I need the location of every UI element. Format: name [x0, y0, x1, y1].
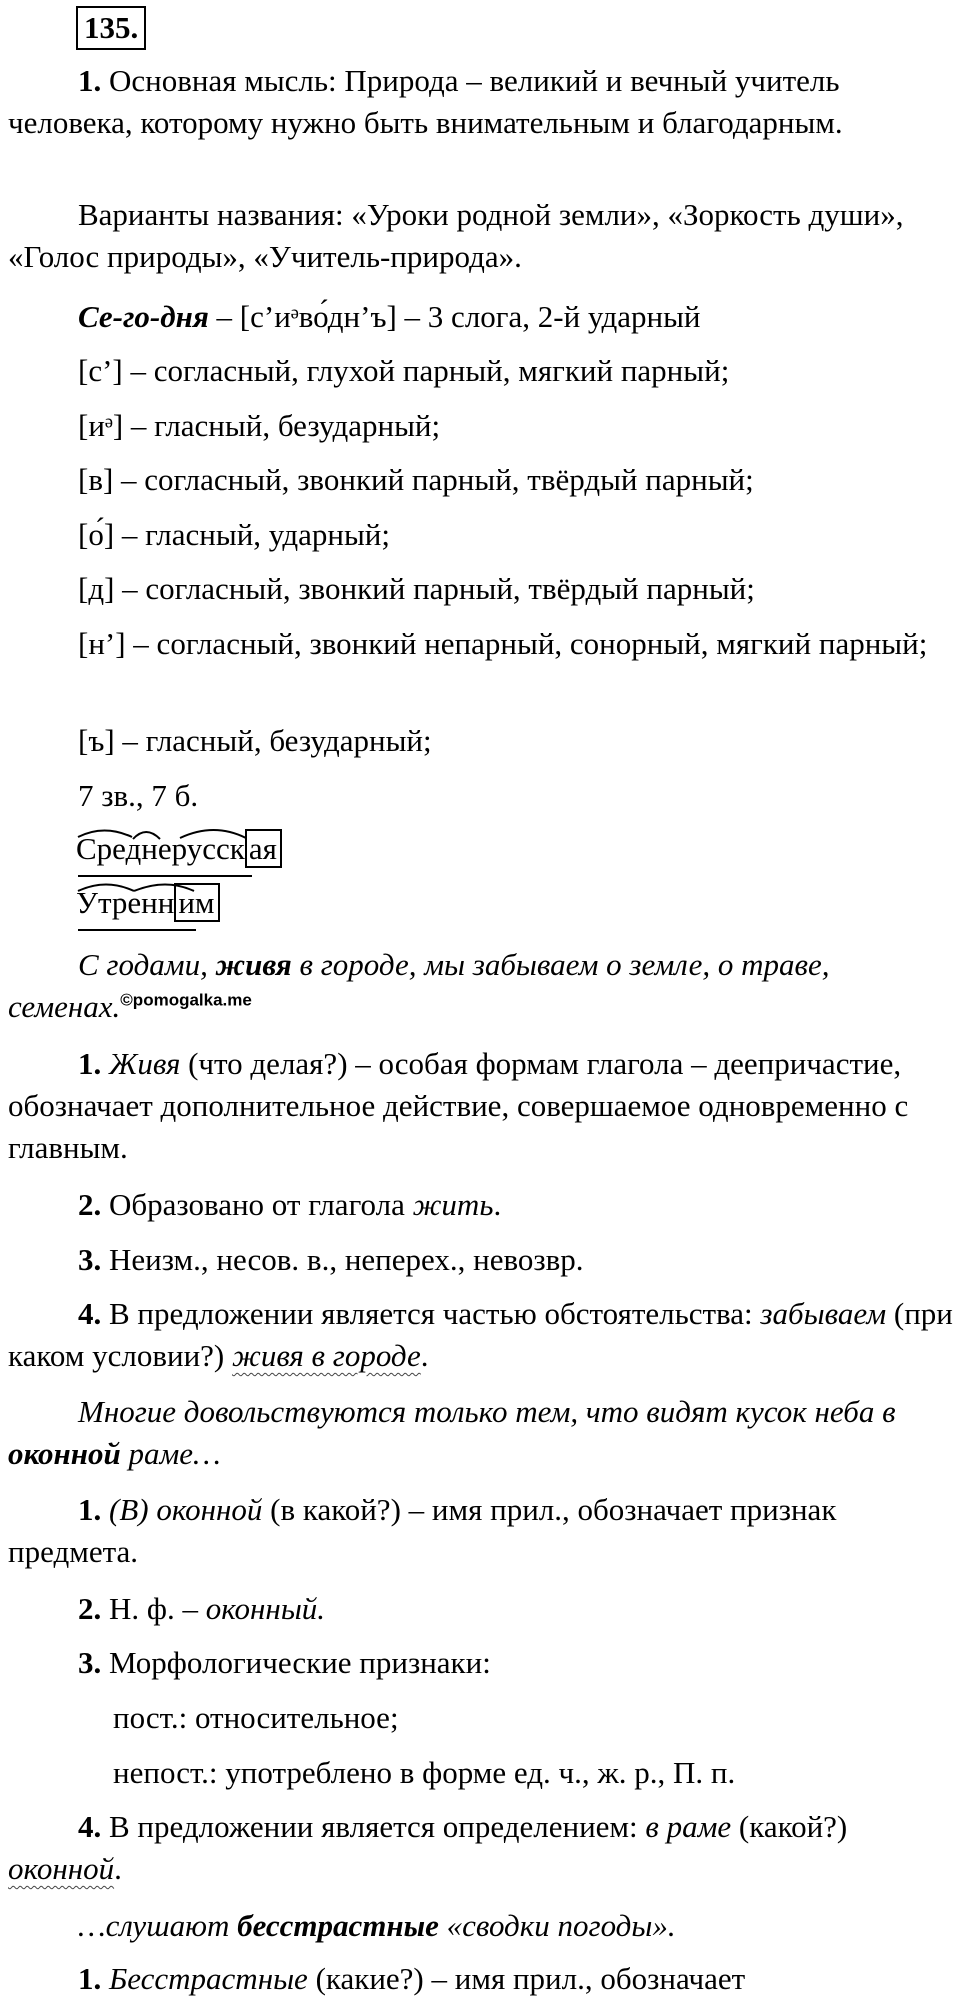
item-number: 2.	[78, 1591, 102, 1626]
item-text: Морфологические признаки:	[101, 1645, 491, 1680]
item-end: .	[114, 1851, 122, 1886]
item-number: 3.	[78, 1645, 102, 1680]
sentence-3	[8, 1905, 953, 1947]
morpheme-word	[76, 882, 220, 924]
sound-line: [в] – согласный, звонкий парный, твёрдый парный;	[78, 462, 754, 497]
item-text: (в какой?) – имя прил., обозначает признак предмета.	[8, 1492, 837, 1569]
sentence-part: …слушают	[78, 1908, 238, 1943]
item-word: Бесстрастные	[109, 1961, 308, 1996]
parse3-item-1	[8, 1958, 953, 2000]
item-number: 4.	[78, 1296, 102, 1331]
parse2-item-1	[8, 1489, 953, 1573]
item-word-underlined: живя в городе	[232, 1338, 421, 1373]
item-number: 4.	[78, 1809, 102, 1844]
item-end: .	[420, 1338, 429, 1373]
item-number: 1.	[78, 1961, 102, 1996]
sentence-key-word: живя	[215, 947, 292, 982]
item-text: (какой?)	[738, 1809, 848, 1844]
item-text: (при каком условии?)	[8, 1296, 953, 1373]
word-ending: им	[174, 883, 219, 922]
item-number: 2.	[78, 1187, 102, 1222]
item-number: 1.	[78, 1046, 102, 1081]
item-word: жить	[412, 1187, 494, 1222]
item-end: .	[493, 1187, 502, 1222]
item-word-underlined: оконной	[8, 1851, 115, 1886]
task-number: 135.	[76, 6, 146, 50]
parse2-item-3	[8, 1642, 953, 1684]
sound-line: [д] – согласный, звонкий парный, твёрдый парный;	[78, 571, 755, 606]
parse2-item-2	[8, 1588, 953, 1630]
phonetic-word: Се-го-дня	[78, 299, 209, 334]
word-stem: Утренн	[76, 885, 175, 920]
sound-line: [иᵊ] – гласный, безударный;	[78, 408, 441, 443]
parse1-item-4	[8, 1293, 953, 1377]
sentence-part: раме…	[120, 1436, 221, 1471]
nonconstant-features: непост.: употреблено в форме ед. ч., ж. р., П. п.	[113, 1755, 736, 1790]
phonetic-transcription: – [с’иᵊво́дн’ъ] – 3 слога, 2-й ударный	[208, 299, 701, 334]
item-text: (какие?) – имя прил., обозначает	[307, 1961, 746, 1996]
item-word: оконный.	[205, 1591, 326, 1626]
constant-features: пост.: относительное;	[113, 1700, 399, 1735]
sound-line: [с’] – согласный, глухой парный, мягкий парный;	[78, 353, 730, 388]
morpheme-parse-1	[76, 828, 282, 870]
morpheme-word	[76, 828, 282, 870]
item-text: Н. ф. –	[101, 1591, 206, 1626]
item-word: Живя	[109, 1046, 181, 1081]
parse1-item-3	[8, 1239, 953, 1281]
item-text: В предложении является частью обстоятельства:	[101, 1296, 761, 1331]
morpheme-parse-2	[76, 882, 220, 924]
item-word: забываем	[760, 1296, 887, 1331]
parse2-item-4	[8, 1806, 953, 1890]
title-variants: Варианты названия: «Уроки родной земли», «Зоркость души», «Голос природы», «Учитель-природа».	[8, 197, 904, 274]
watermark: ©pomogalka.me	[120, 990, 252, 1010]
item-number: 1.	[78, 63, 102, 98]
sentence-key-word: бесстрастные	[237, 1908, 439, 1943]
main-idea-text: Основная мысль: Природа – великий и вечный учитель человека, которому нужно быть внимательным и благодарным.	[8, 63, 843, 140]
sound-count: 7 зв., 7 б.	[78, 778, 199, 813]
item-word: (В) оконной	[109, 1492, 263, 1527]
sentence-2	[8, 1391, 953, 1475]
item-text: В предложении является определением:	[101, 1809, 646, 1844]
item-text: (что делая?) – особая формам глагола – деепричастие, обозначает дополнительное действие, совершаемое одновременно с главным.	[8, 1046, 909, 1165]
parse1-item-1	[8, 1043, 953, 1169]
sentence-part: С годами,	[78, 947, 216, 982]
sound-line: [о́] – гласный, ударный;	[78, 517, 390, 552]
parse1-item-2	[8, 1184, 953, 1226]
item-text: Неизм., несов. в., неперех., невозвр.	[101, 1242, 584, 1277]
item-text: Образовано от глагола	[101, 1187, 413, 1222]
sentence-part: «сводки погоды».	[438, 1908, 676, 1943]
main-idea	[8, 60, 953, 144]
sound-line: [н’] – согласный, звонкий непарный, сонорный, мягкий парный;	[78, 626, 928, 661]
item-number: 1.	[78, 1492, 102, 1527]
sentence-1	[8, 944, 953, 1028]
word-stem: Среднерусск	[76, 831, 245, 866]
phonetic-header	[8, 296, 960, 338]
item-word: в раме	[645, 1809, 732, 1844]
item-number: 3.	[78, 1242, 102, 1277]
sound-line: [ъ] – гласный, безударный;	[78, 723, 432, 758]
sentence-part: Многие довольствуются только тем, что видят кусок неба в	[78, 1394, 896, 1429]
sentence-part: в городе, мы забываем о земле, о траве, семенах.	[8, 947, 830, 1024]
sentence-key-word: оконной	[8, 1436, 121, 1471]
word-ending: ая	[245, 829, 282, 868]
